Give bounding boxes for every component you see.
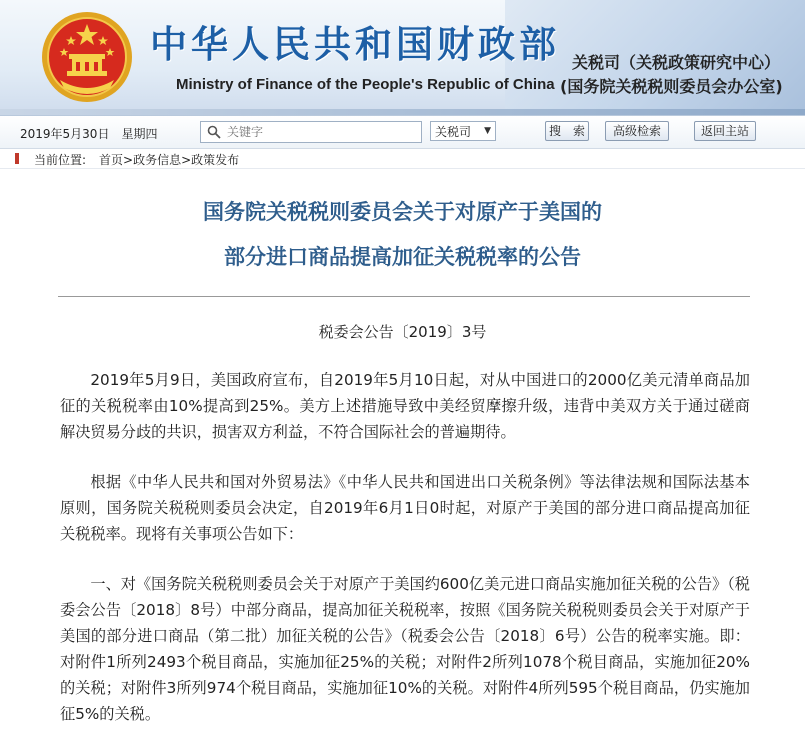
breadcrumb-item-government-info[interactable]: 政务信息 [133, 153, 182, 167]
article-paragraph: 2019年5月9日，美国政府宣布，自2019年5月10日起，对从中国进口的2000亿美元清单商品加征的关税税率由10%提高到25%。美方上述措施导致中美经贸摩擦升级，违背中美双方关于通过磋商解决贸易分歧的共识，损害双方利益，不符合国际社会的普遍期待。 [60, 371, 750, 441]
site-header-banner [0, 0, 805, 116]
advanced-search-button[interactable]: 高级检索 [605, 121, 669, 141]
search-input[interactable] [225, 124, 409, 140]
return-home-button[interactable]: 返回主站 [694, 121, 756, 141]
article-title-line-1: 国务院关税税则委员会关于对原产于美国的 [203, 200, 602, 224]
search-button[interactable]: 搜 索 [545, 121, 589, 141]
breadcrumb-path [99, 151, 239, 168]
breadcrumb-item-home[interactable]: 首页 [99, 153, 124, 167]
breadcrumb-separator: > [123, 153, 134, 167]
breadcrumb-label: 当前位置: [34, 153, 87, 167]
breadcrumb-item-policy-release[interactable]: 政策发布 [191, 153, 240, 167]
current-date: 2019年5月30日 星期四 [20, 127, 158, 141]
header-bottom-stripe [0, 109, 805, 115]
breadcrumb-marker-icon [15, 153, 19, 164]
department-name: 关税司（关税政策研究中心） [572, 53, 781, 72]
search-scope-select[interactable] [430, 121, 496, 141]
national-emblem-icon [40, 10, 134, 104]
article-paragraph: 根据《中华人民共和国对外贸易法》《中华人民共和国进出口关税条例》等法律法规和国际法基本原则，国务院关税税则委员会决定，自2019年6月1日0时起，对原产于美国的部分进口商品提高加征关税税率。现将有关事项公告如下： [60, 473, 750, 543]
chevron-down-icon: ▼ [484, 126, 491, 136]
article-paragraph: 一、对《国务院关税税则委员会关于对原产于美国约600亿美元进口商品实施加征关税的公告》（税委会公告〔2018〕8号）中部分商品，提高加征关税税率，按照《国务院关税税则委员会关于对原产于美国的部分进口商品（第二批）加征关税的公告》（税委会公告〔2018〕6号）公告的税率实施。即：对附件1所列2493个税目商品，实施加征25%的关税；对附件2所列1078个税目商品，实施加征20%的关税；对附件3所列974个税目商品，实施加征10%的关税。对附件4所列595个税目商品，仍实施加征5%的关税。 [60, 575, 750, 723]
article-title-line-2: 部分进口商品提高加征关税税率的公告 [224, 245, 581, 269]
department-office-name: (国务院关税税则委员会办公室) [560, 77, 783, 96]
breadcrumb-separator: > [181, 153, 192, 167]
search-box[interactable] [200, 121, 422, 143]
title-divider [58, 296, 750, 297]
document-number: 税委会公告〔2019〕3号 [318, 323, 487, 341]
toolbar [0, 116, 805, 149]
breadcrumb [0, 148, 805, 169]
search-icon [207, 125, 221, 139]
site-title-english: Ministry of Finance of the People's Republic of China [176, 76, 555, 93]
search-scope-value: 关税司 [435, 124, 472, 139]
site-title-chinese: 中华人民共和国财政部 [150, 22, 560, 66]
